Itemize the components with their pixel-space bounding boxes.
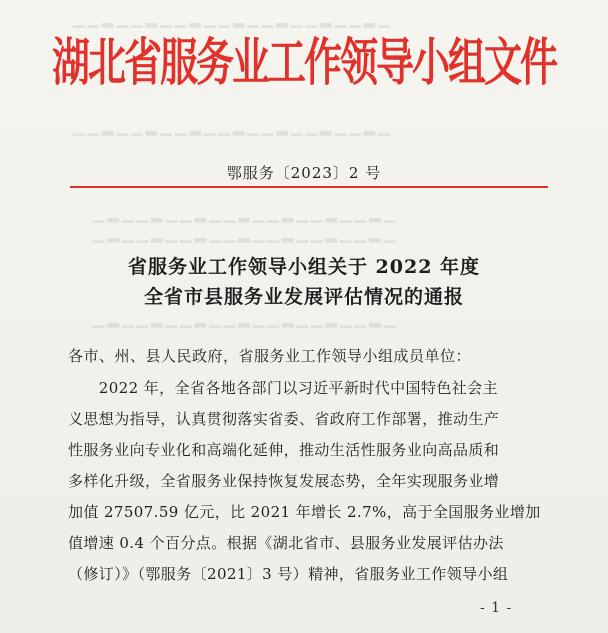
body-line: （修订）》（鄂服务〔2021〕3 号）精神，省服务业工作领导小组 [68,565,509,583]
body-line: 2022 年，全省各地各部门以习近平新时代中国特色社会主 [68,379,498,397]
bleed-through-decoration: ▁▂▁▁▂▁▁▂▁▁▂▁▁▂▁▁▂▁▁▂▁▁ [70,118,390,136]
bleed-through-decoration: ▁▂▁▁▂▁▁▂▁▁▂▁▁▂▁▁▂▁▁▂▁ [90,310,396,328]
salutation: 各市、州、县人民政府，省服务业工作领导小组成员单位： [68,347,472,365]
body-line: 值增速 0.4 个百分点。根据《湖北省市、县服务业发展评估办法 [68,534,504,552]
notice-title-line-1: 省服务业工作领导小组关于 2022 年度 [127,256,481,278]
notice-title-line-2: 全省市县服务业发展评估情况的通报 [143,286,464,308]
bleed-through-decoration: ▁▂▁▁▂▁▁▂▁▁▂▁▁▂▁▁▂▁▁▂▁▁ [70,10,390,28]
body-line: 性服务业向专业化和高端化延伸，推动生活性服务业向高品质和 [68,441,500,459]
header-red-divider [70,186,548,188]
page-number: - 1 - [480,600,513,616]
bleed-through-decoration: ▁▂▁▁▂▁▁▂▁▁▂▁▁▂▁▁▂▁▁▂▁ [90,205,396,223]
document-header-title: 湖北省服务业工作领导小组文件 [51,32,556,93]
body-line: 多样化升级，全省服务业保持恢复发展态势，全年实现服务业增 [68,472,500,490]
document-number: 鄂服务〔2023〕2 号 [226,164,382,182]
body-line: 义思想为指导，认真贯彻落实省委、省政府工作部署，推动生产 [68,410,500,428]
bleed-through-decoration: ▁▂▁▁▂▁▁▂▁▁▂▁▁▂▁▁▂▁▁▂▁ [90,225,396,243]
body-line: 加值 27507.59 亿元，比 2021 年增长 2.7%，高于全国服务业增加 [68,503,541,521]
